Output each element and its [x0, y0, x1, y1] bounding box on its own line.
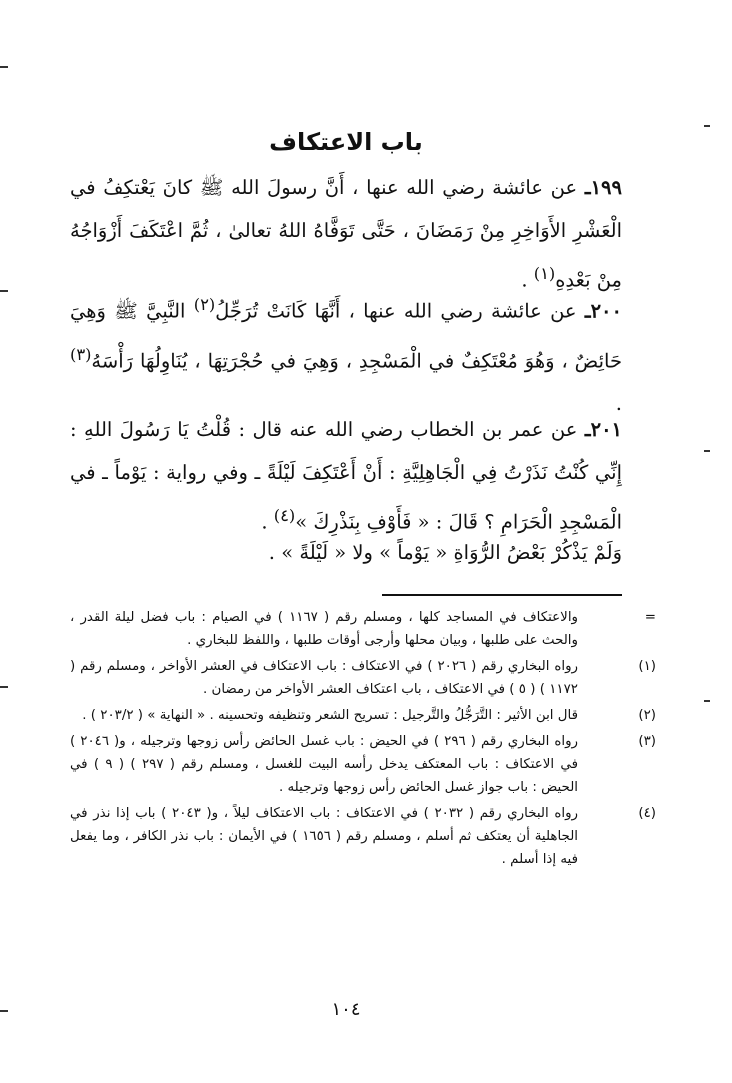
hadith-200	[70, 283, 622, 425]
footnote-item	[70, 730, 656, 799]
footnote-ref[interactable]: (٢)	[193, 295, 216, 314]
hadith-end: .	[615, 392, 622, 415]
footnote-item	[70, 802, 656, 871]
page-number: ١٠٤	[331, 999, 361, 1020]
scan-edge-mark	[704, 125, 710, 127]
scan-edge-mark	[704, 700, 710, 702]
footnote-mark: =	[644, 610, 656, 625]
chapter-title: باب الاعتكاف	[269, 128, 423, 157]
hadith-number: ٢٠١ـ	[584, 418, 623, 441]
footnote-mark: (٢)	[638, 708, 656, 723]
scan-edge-mark	[704, 450, 710, 452]
footnote-ref[interactable]: (٣)	[70, 344, 92, 364]
hadith-text-continued: النَّبِيَّ ﷺ وَهِيَ حَائِضٌ ، وَهُوَ مُعْتَكِفٌ في الْمَسْجِدِ ، وَهِيَ في حُجْرَتِهَا ، يُنَاوِلُهَا رَأْسَهُ	[70, 299, 622, 372]
hadith-end: .	[521, 268, 534, 292]
footnote-text: والاعتكاف في المساجد كلها ، ومسلم رقم ( ١١٦٧ ) في الصيام : باب فضل ليلة القدر ، والحث على طلبها ، وبيان محلها وأرجى أوقات طلبها ، واللفظ للبخاري .	[70, 610, 578, 648]
footnote-mark: (٣)	[638, 734, 656, 749]
hadith-201	[70, 408, 622, 544]
footnote-text: رواه البخاري رقم ( ٢٩٦ ) في الحيض : باب غسل الحائض رأس زوجها وترجيله ، و( ٢٠٤٦ ) في الاعتكاف : باب المعتكف يدخل رأسه البيت للغسل ، ومسلم رقم ( ٢٩٧ ) ( ٩ ) في الحيض : باب جواز غسل الحائض رأس زوجها وترجيله .	[70, 734, 578, 795]
footnote-text: رواه البخاري رقم ( ٢٠٢٦ ) في الاعتكاف : باب الاعتكاف في العشر الأواخر ، ومسلم رقم ( ١١٧٢ ) ( ٥ ) في الاعتكاف ، باب اعتكاف العشر الأواخر من رمضان .	[70, 659, 578, 697]
book-page	[70, 0, 656, 1083]
hadith-number: ٢٠٠ـ	[584, 299, 622, 323]
hadith-end: .	[261, 510, 274, 534]
hadith-number: ١٩٩ـ	[584, 176, 622, 199]
hadith-text: عن عائشة رضي الله عنها ، أَنَّ رسولَ الله ﷺ كانَ يَعْتكِفُ في الْعَشْرِ الأَوَاخِرِ مِنْ رَمَضَانَ ، حَتَّى تَوَفَّاهُ اللهُ تعالىٰ ، ثُمَّ اعْتَكَفَ أَزْوَاجُهُ مِنْ بَعْدِهِ	[70, 176, 622, 292]
narrators-note: وَلَمْ يَذْكُرْ بَعْضُ الرُّوَاةِ « يَوْماً » ولا « لَيْلَةً » .	[268, 541, 622, 564]
footnote-text: رواه البخاري رقم ( ٢٠٣٢ ) في الاعتكاف : باب الاعتكاف ليلاً ، و( ٢٠٤٣ ) باب إذا نذر في الجاهلية أن يعتكف ثم أسلم ، ومسلم رقم ( ١٦٥٦ ) في الأيمان : باب نذر الكافر ، وما يفعل فيه إذا أسلم .	[70, 806, 578, 867]
footnotes-section	[70, 606, 656, 874]
footnote-mark: (١)	[638, 659, 656, 674]
scan-edge-mark	[0, 686, 8, 688]
footnote-separator	[382, 594, 622, 596]
footnote-item	[70, 606, 656, 652]
footnote-text: قال ابن الأثير : التَّرَجُّلُ والتَّرجيل : تسريح الشعر وتنظيفه وتحسينه . « النهاية » ( ٢٠٣/٢ ) .	[82, 708, 578, 723]
hadith-199	[70, 166, 622, 302]
hadith-text: عن عمر بن الخطاب رضي الله عنه قال : قُلْتُ يَا رَسُولَ اللهِ : إِنِّي كُنْتُ نَذَرْتُ فِي الْجَاهِلِيَّةِ : أَنْ أَعْتَكِفَ لَيْلَةً ـ وفي رواية : يَوْماً ـ في الْمَسْجِدِ الْحَرَامِ ؟ قَالَ : « فَأَوْفِ بِنَذْرِكَ »	[70, 418, 622, 534]
scan-edge-mark	[0, 290, 8, 292]
scan-edge-mark	[0, 66, 8, 68]
hadith-text: عن عائشة رضي الله عنها ، أَنَّهَا كَانَتْ تُرَجِّلُ	[215, 299, 577, 323]
footnote-item	[70, 655, 656, 701]
footnote-ref[interactable]: (٤)	[273, 506, 296, 525]
footnote-item	[70, 704, 656, 727]
footnote-ref[interactable]: (١)	[533, 264, 556, 283]
scan-edge-mark	[0, 1010, 8, 1012]
footnote-mark: (٤)	[638, 806, 656, 821]
